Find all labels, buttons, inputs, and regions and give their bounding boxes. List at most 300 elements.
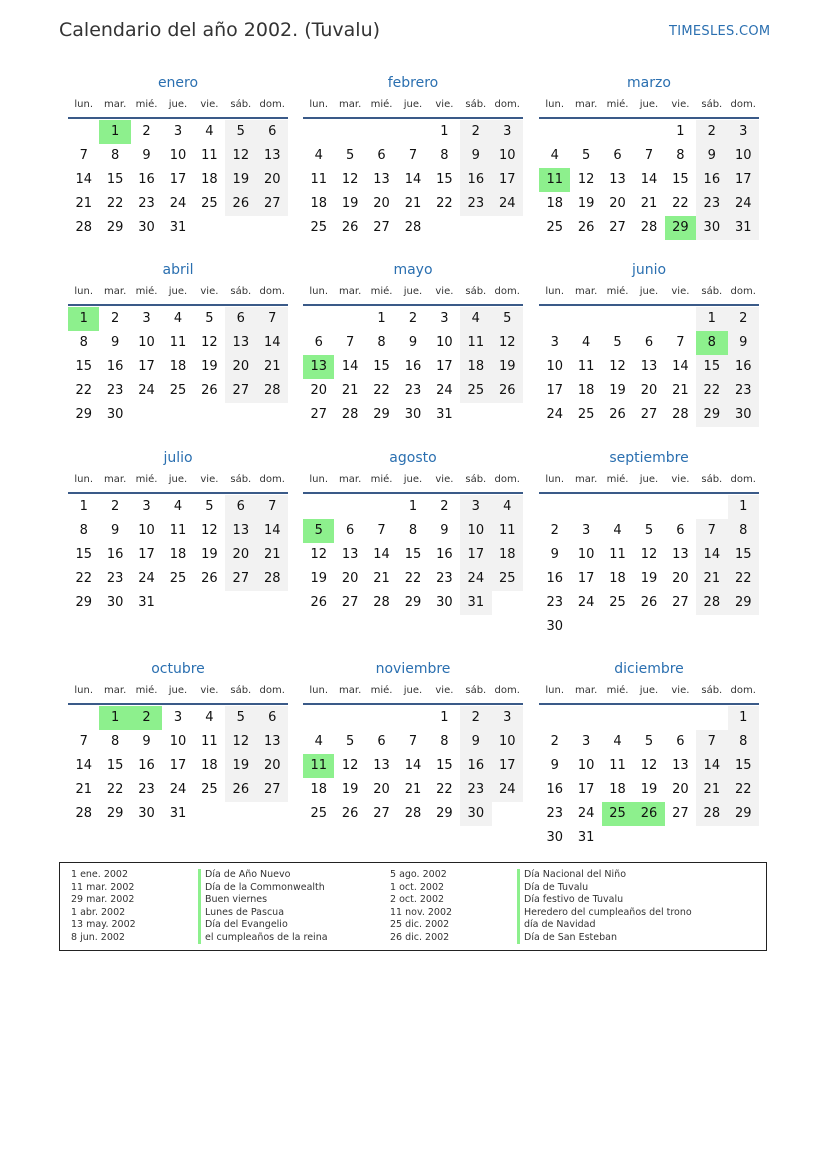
day-cell: 21 (341, 383, 359, 398)
day-grid (68, 495, 288, 615)
weekday-header (303, 281, 523, 301)
day-cell: 23 (138, 196, 155, 211)
legend-holiday-name: Heredero del cumpleaños del trono (517, 907, 692, 920)
holiday-day-cell: 11 (539, 168, 570, 192)
day-cell: 27 (672, 595, 689, 610)
empty-cell (633, 307, 664, 331)
day-cell: 18 (310, 782, 327, 797)
day-cell: 18 (169, 359, 187, 374)
day-cell: 24 (169, 782, 187, 797)
day-cell: 19 (640, 571, 658, 586)
day-cell: 27 (225, 379, 256, 403)
day-cell: 15 (696, 355, 727, 379)
day-cell: 4 (613, 734, 622, 749)
day-cell: 16 (138, 758, 155, 773)
empty-cell (334, 706, 365, 730)
day-cell: 18 (546, 196, 563, 211)
holiday-day-cell: 26 (633, 802, 664, 826)
day-cell: 28 (696, 591, 727, 615)
day-cell: 17 (577, 571, 595, 586)
day-cell: 31 (460, 591, 491, 615)
weekday-label: mar. (575, 684, 598, 696)
day-cell: 16 (696, 168, 727, 192)
empty-cell (539, 120, 570, 144)
weekday-header (68, 281, 288, 301)
day-cell: 12 (609, 359, 626, 374)
day-cell: 31 (169, 220, 187, 235)
day-cell: 23 (546, 806, 563, 821)
day-cell: 27 (341, 595, 359, 610)
empty-cell (366, 120, 397, 144)
day-cell: 22 (106, 782, 124, 797)
day-cell: 31 (577, 830, 595, 845)
day-cell: 18 (492, 543, 523, 567)
day-cell: 9 (696, 144, 727, 168)
weekday-label: dom. (494, 473, 520, 485)
weekday-label: lun. (545, 473, 565, 485)
day-cell: 8 (110, 148, 120, 163)
day-cell: 7 (345, 335, 355, 350)
day-cell: 19 (492, 355, 523, 379)
header-divider (539, 117, 759, 119)
weekday-label: mié. (606, 98, 629, 110)
day-cell: 4 (314, 148, 323, 163)
weekday-label: sáb. (465, 98, 487, 110)
day-cell: 16 (546, 782, 563, 797)
day-cell: 13 (672, 547, 689, 562)
weekday-label: vie. (435, 98, 454, 110)
day-cell: 27 (640, 407, 658, 422)
day-cell: 18 (609, 782, 626, 797)
weekday-label: mar. (104, 473, 127, 485)
weekday-label: mié. (135, 98, 158, 110)
day-cell: 17 (577, 782, 595, 797)
legend-holiday-name: día de Navidad (517, 919, 692, 932)
weekday-label: jue. (168, 684, 188, 696)
weekday-label: mié. (135, 473, 158, 485)
weekday-label: sáb. (230, 684, 252, 696)
day-cell: 30 (138, 220, 155, 235)
holiday-day-cell: 25 (602, 802, 633, 826)
legend-date: 11 nov. 2002 (390, 906, 453, 918)
day-cell: 27 (257, 192, 288, 216)
day-cell: 22 (728, 567, 759, 591)
empty-cell (303, 495, 334, 519)
day-cell: 20 (257, 168, 288, 192)
weekday-label: lun. (309, 473, 329, 485)
day-cell: 10 (546, 359, 563, 374)
weekday-label: jue. (168, 285, 188, 297)
day-cell: 17 (169, 758, 187, 773)
day-cell: 9 (440, 523, 449, 538)
day-cell: 26 (609, 407, 626, 422)
day-cell: 26 (492, 379, 523, 403)
day-grid (539, 706, 759, 850)
day-cell: 5 (345, 148, 355, 163)
empty-cell (570, 495, 601, 519)
day-cell: 21 (404, 196, 422, 211)
day-cell: 18 (609, 571, 626, 586)
day-cell: 1 (79, 499, 88, 514)
day-cell: 1 (440, 124, 449, 139)
day-cell: 5 (345, 734, 355, 749)
day-cell: 9 (110, 335, 120, 350)
month-title: enero (157, 75, 199, 91)
empty-cell (303, 307, 334, 331)
legend-date: 1 abr. 2002 (71, 906, 126, 918)
day-cell: 4 (550, 148, 559, 163)
day-cell: 7 (676, 335, 685, 350)
day-cell: 9 (460, 730, 491, 754)
day-cell: 22 (404, 571, 422, 586)
weekday-label: sáb. (701, 98, 723, 110)
day-cell: 31 (138, 595, 155, 610)
day-cell: 13 (640, 359, 658, 374)
month-title: diciembre (614, 661, 684, 677)
legend-date: 1 ene. 2002 (71, 869, 128, 880)
day-cell: 20 (672, 782, 689, 797)
day-cell: 12 (341, 172, 359, 187)
day-cell: 11 (201, 734, 218, 749)
day-cell: 17 (138, 547, 155, 562)
day-grid (303, 307, 523, 427)
weekday-label: jue. (168, 98, 188, 110)
month-enero (68, 72, 288, 240)
day-cell: 21 (373, 571, 390, 586)
day-cell: 19 (640, 782, 658, 797)
empty-cell (570, 120, 601, 144)
weekday-label: mié. (135, 285, 158, 297)
weekday-label: lun. (309, 285, 329, 297)
weekday-label: mié. (370, 98, 393, 110)
day-cell: 15 (404, 547, 422, 562)
day-cell: 24 (169, 196, 187, 211)
day-cell: 17 (546, 383, 563, 398)
day-cell: 17 (460, 543, 491, 567)
weekday-label: mié. (606, 684, 629, 696)
legend-date: 29 mar. 2002 (71, 894, 135, 905)
day-cell: 29 (75, 595, 92, 610)
day-cell: 11 (310, 172, 327, 187)
day-cell: 26 (225, 192, 256, 216)
day-cell: 15 (75, 359, 92, 374)
day-cell: 16 (436, 547, 453, 562)
weekday-label: mar. (339, 684, 362, 696)
empty-cell (602, 307, 633, 331)
day-cell: 14 (696, 754, 727, 778)
day-cell: 21 (696, 567, 727, 591)
holiday-legend (59, 862, 767, 951)
day-cell: 6 (676, 734, 685, 749)
header-divider (303, 703, 523, 705)
header-divider (68, 117, 288, 119)
day-cell: 9 (408, 335, 418, 350)
day-cell: 29 (696, 403, 727, 427)
day-cell: 20 (225, 355, 256, 379)
header-divider (303, 304, 523, 306)
day-cell: 3 (173, 124, 183, 139)
empty-cell (633, 706, 664, 730)
day-cell: 4 (581, 335, 591, 350)
day-cell: 25 (546, 220, 563, 235)
day-cell: 25 (201, 782, 218, 797)
weekday-header (68, 680, 288, 700)
day-cell: 11 (577, 359, 595, 374)
legend-date: 1 oct. 2002 (390, 881, 445, 893)
day-cell: 11 (492, 519, 523, 543)
month-septiembre (539, 447, 759, 639)
day-cell: 7 (79, 734, 88, 749)
empty-cell (334, 120, 365, 144)
empty-cell (397, 706, 428, 730)
weekday-label: dom. (259, 98, 285, 110)
day-cell: 8 (377, 335, 386, 350)
empty-cell (696, 495, 727, 519)
holiday-day-cell: 13 (303, 355, 334, 379)
month-mayo (303, 259, 523, 427)
weekday-label: dom. (730, 285, 756, 297)
day-cell: 12 (201, 523, 218, 538)
day-cell: 8 (79, 523, 88, 538)
day-cell: 24 (460, 567, 491, 591)
empty-cell (665, 307, 696, 331)
day-cell: 9 (142, 148, 151, 163)
day-cell: 3 (492, 120, 523, 144)
day-cell: 7 (408, 148, 418, 163)
day-grid (68, 120, 288, 240)
day-cell: 8 (79, 335, 88, 350)
day-cell: 4 (314, 734, 323, 749)
day-cell: 6 (225, 307, 256, 331)
day-cell: 19 (341, 196, 359, 211)
weekday-label: dom. (494, 98, 520, 110)
day-cell: 25 (609, 595, 626, 610)
day-cell: 14 (404, 758, 422, 773)
day-cell: 15 (436, 172, 453, 187)
day-cell: 5 (644, 734, 654, 749)
day-cell: 19 (310, 571, 327, 586)
weekday-label: dom. (259, 473, 285, 485)
day-cell: 25 (169, 383, 187, 398)
day-cell: 9 (728, 331, 759, 355)
day-cell: 4 (205, 710, 214, 725)
day-cell: 8 (676, 148, 685, 163)
weekday-label: mar. (104, 684, 127, 696)
day-cell: 27 (672, 806, 689, 821)
weekday-label: mar. (104, 98, 127, 110)
day-cell: 15 (75, 547, 92, 562)
day-cell: 25 (492, 567, 523, 591)
empty-cell (366, 706, 397, 730)
day-cell: 20 (310, 383, 327, 398)
day-cell: 2 (460, 120, 491, 144)
weekday-label: mar. (339, 98, 362, 110)
weekday-label: mié. (370, 285, 393, 297)
day-cell: 22 (696, 379, 727, 403)
weekday-label: vie. (435, 684, 454, 696)
day-cell: 15 (373, 359, 390, 374)
day-cell: 11 (609, 547, 626, 562)
legend-holiday-name: Buen viernes (198, 894, 328, 907)
day-cell: 23 (436, 571, 453, 586)
legend-holiday-name: Día de la Commonwealth (198, 882, 328, 895)
day-cell: 24 (492, 192, 523, 216)
day-cell: 24 (577, 595, 595, 610)
day-cell: 17 (492, 754, 523, 778)
day-cell: 1 (676, 124, 685, 139)
day-grid (68, 706, 288, 826)
day-cell: 5 (225, 706, 256, 730)
day-cell: 21 (257, 355, 288, 379)
day-cell: 30 (546, 830, 563, 845)
day-cell: 24 (436, 383, 453, 398)
weekday-label: jue. (403, 684, 423, 696)
day-cell: 7 (79, 148, 88, 163)
day-cell: 15 (672, 172, 689, 187)
day-cell: 26 (640, 595, 658, 610)
day-cell: 23 (460, 778, 491, 802)
day-cell: 15 (436, 758, 453, 773)
weekday-label: mar. (575, 473, 598, 485)
day-cell: 29 (106, 220, 124, 235)
weekday-label: sáb. (465, 473, 487, 485)
month-diciembre (539, 658, 759, 850)
day-cell: 7 (696, 519, 727, 543)
weekday-header (68, 469, 288, 489)
day-cell: 25 (577, 407, 595, 422)
day-cell: 10 (492, 144, 523, 168)
day-cell: 6 (345, 523, 355, 538)
weekday-label: vie. (671, 285, 690, 297)
day-cell: 6 (377, 148, 386, 163)
legend-holiday-name: Día de Tuvalu (517, 882, 692, 895)
day-cell: 30 (460, 802, 491, 826)
day-cell: 19 (609, 383, 626, 398)
day-grid (303, 495, 523, 615)
day-cell: 30 (138, 806, 155, 821)
day-cell: 30 (546, 619, 563, 634)
legend-holiday-name: Día de Año Nuevo (198, 869, 328, 882)
day-cell: 20 (609, 196, 626, 211)
weekday-label: dom. (730, 98, 756, 110)
day-cell: 10 (577, 758, 595, 773)
day-cell: 21 (640, 196, 658, 211)
day-cell: 10 (138, 335, 155, 350)
weekday-header (303, 469, 523, 489)
day-cell: 29 (373, 407, 390, 422)
weekday-label: lun. (545, 98, 565, 110)
weekday-label: dom. (494, 285, 520, 297)
day-cell: 2 (408, 311, 418, 326)
weekday-label: vie. (435, 473, 454, 485)
day-cell: 11 (169, 523, 187, 538)
day-cell: 2 (110, 499, 120, 514)
day-cell: 15 (106, 172, 124, 187)
day-cell: 3 (142, 499, 151, 514)
day-cell: 26 (310, 595, 327, 610)
day-cell: 7 (377, 523, 386, 538)
day-cell: 17 (169, 172, 187, 187)
weekday-label: jue. (639, 473, 659, 485)
legend-date: 5 ago. 2002 (390, 869, 447, 880)
day-grid (539, 307, 759, 427)
header-divider (68, 492, 288, 494)
day-cell: 31 (728, 216, 759, 240)
empty-cell (602, 495, 633, 519)
holiday-day-cell: 2 (131, 706, 162, 730)
day-cell: 9 (142, 734, 151, 749)
month-title: abril (162, 262, 194, 278)
day-cell: 27 (225, 567, 256, 591)
day-cell: 20 (225, 543, 256, 567)
day-cell: 14 (404, 172, 422, 187)
day-cell: 9 (110, 523, 120, 538)
weekday-label: vie. (200, 98, 219, 110)
empty-cell (539, 706, 570, 730)
weekday-header (539, 469, 759, 489)
day-cell: 6 (613, 148, 622, 163)
day-cell: 22 (373, 383, 390, 398)
day-cell: 14 (373, 547, 390, 562)
day-cell: 18 (201, 172, 218, 187)
day-cell: 7 (644, 148, 654, 163)
day-cell: 18 (577, 383, 595, 398)
day-cell: 14 (75, 172, 92, 187)
weekday-label: sáb. (230, 285, 252, 297)
holiday-day-cell: 5 (303, 519, 334, 543)
day-cell: 24 (577, 806, 595, 821)
brand-link[interactable]: TIMESLES.COM (669, 24, 771, 39)
day-cell: 22 (75, 383, 92, 398)
day-cell: 22 (728, 778, 759, 802)
day-cell: 20 (373, 782, 390, 797)
day-cell: 23 (460, 192, 491, 216)
day-cell: 26 (341, 806, 359, 821)
weekday-label: dom. (730, 684, 756, 696)
header-divider (539, 304, 759, 306)
day-cell: 19 (225, 754, 256, 778)
weekday-label: vie. (671, 98, 690, 110)
empty-cell (602, 120, 633, 144)
weekday-label: sáb. (230, 98, 252, 110)
day-cell: 11 (609, 758, 626, 773)
empty-cell (539, 307, 570, 331)
day-cell: 16 (728, 355, 759, 379)
day-cell: 30 (404, 407, 422, 422)
legend-date: 2 oct. 2002 (390, 894, 445, 905)
day-cell: 1 (728, 495, 759, 519)
day-cell: 10 (728, 144, 759, 168)
weekday-label: lun. (74, 285, 94, 297)
day-cell: 5 (225, 120, 256, 144)
day-cell: 4 (613, 523, 622, 538)
day-cell: 8 (440, 148, 449, 163)
empty-cell (334, 495, 365, 519)
legend-holiday-name: Día del Evangelio (198, 919, 328, 932)
day-cell: 28 (373, 595, 390, 610)
weekday-label: jue. (403, 285, 423, 297)
day-cell: 13 (373, 172, 390, 187)
day-cell: 13 (341, 547, 359, 562)
day-cell: 29 (404, 595, 422, 610)
legend-holiday-name: el cumpleaños de la reina (198, 932, 328, 945)
day-cell: 5 (613, 335, 622, 350)
day-cell: 3 (581, 734, 591, 749)
day-cell: 6 (257, 120, 288, 144)
day-grid (303, 120, 523, 240)
holiday-day-cell: 1 (99, 706, 130, 730)
day-cell: 16 (138, 172, 155, 187)
